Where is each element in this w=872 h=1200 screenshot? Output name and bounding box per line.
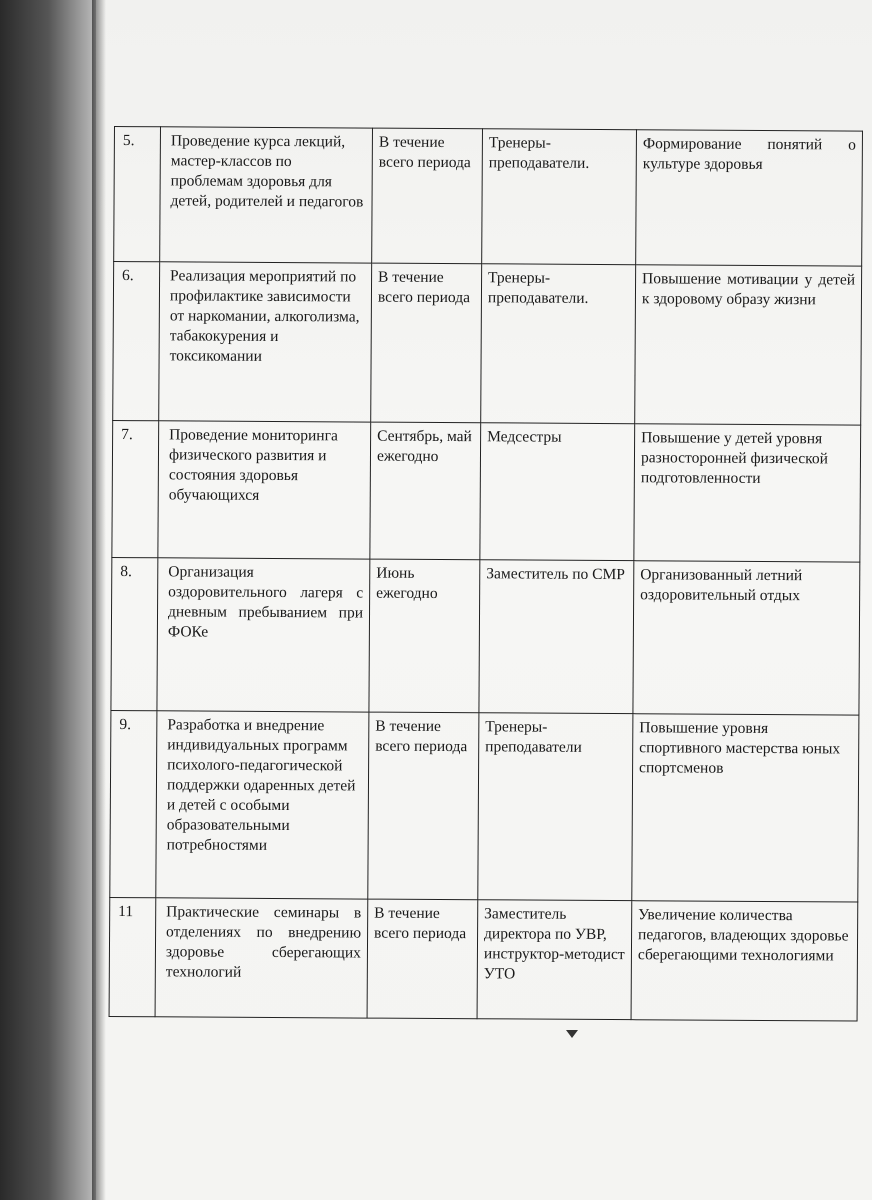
responsible-cell: Тренеры-преподаватели.	[482, 129, 637, 265]
table-row	[109, 897, 858, 1021]
activity-cell: Проведение мониторинга физического развития и состояния здоровья обучающихся	[158, 421, 371, 559]
result-cell: Организованный летний оздоровительный отдых	[633, 561, 860, 715]
row-number: 6.	[113, 262, 160, 421]
responsible-cell: Тренеры-преподаватели.	[481, 264, 636, 424]
activities-table	[109, 126, 863, 1022]
period-cell: В течение всего периода	[368, 712, 479, 900]
period-cell: В течение всего периода	[372, 128, 483, 264]
activity-cell: Проведение курса лекций, мастер-классов по проблемам здоровья для детей, родителей и педагогов	[160, 127, 373, 263]
row-number: 9.	[110, 710, 157, 897]
row-number: 11	[109, 897, 156, 1016]
sheet-shadow	[92, 0, 106, 1200]
activity-cell: Организация оздоровительного лагеря с дневным пребыванием при ФОКе	[157, 558, 370, 712]
row-number: 8.	[111, 557, 158, 710]
table-row	[111, 557, 860, 715]
table-row	[112, 420, 861, 562]
period-cell: Сентябрь, май ежегодно	[370, 422, 481, 560]
period-cell: В течение всего периода	[371, 263, 482, 423]
table-row	[113, 262, 862, 426]
row-number: 7.	[112, 420, 159, 557]
period-cell: В течение всего периода	[367, 899, 478, 1019]
activity-cell: Разработка и внедрение индивидуальных программ психолого-педагогической поддержки одаренных детей и детей с особыми образовательными потребностями	[156, 711, 369, 899]
responsible-cell: Заместитель по СМР	[479, 560, 634, 714]
activity-cell: Практические семинары в отделениях по внедрению здоровье сберегающих технологий	[155, 898, 368, 1018]
result-cell: Увеличение количества педагогов, владеющих здоровье сберегающими технологиями	[631, 901, 858, 1021]
row-number: 5.	[114, 127, 161, 262]
responsible-cell: Тренеры-преподаватели	[478, 713, 633, 901]
responsible-cell: Медсестры	[480, 423, 635, 561]
activity-cell: Реализация мероприятий по профилактике зависимости от наркомании, алкоголизма, табакокурения и токсикомании	[159, 262, 372, 422]
result-cell: Повышение у детей уровня разносторонней физической подготовленности	[634, 424, 861, 562]
responsible-cell: Заместитель директора по УВР, инструктор-методист УТО	[477, 900, 632, 1020]
table-row	[114, 127, 863, 267]
period-cell: Июнь ежегодно	[369, 559, 480, 713]
result-cell: Повышение уровня спортивного мастерства юных спортсменов	[632, 714, 859, 902]
pen-mark	[566, 1030, 578, 1038]
table-row	[110, 710, 859, 902]
result-cell: Повышение мотивации у детей к здоровому образу жизни	[635, 265, 862, 425]
result-cell: Формирование понятий о культуре здоровья	[636, 130, 863, 266]
